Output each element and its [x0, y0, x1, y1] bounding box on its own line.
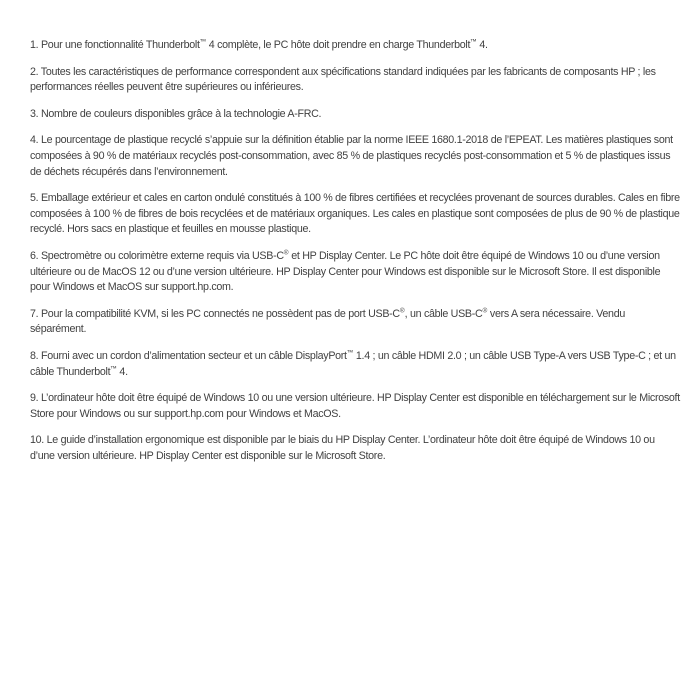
footnote-9: 9. L’ordinateur hôte doit être équipé de Windows 10 ou une version ultérieure. HP Display Center est disponible en téléchargement sur le Microsoft Store pour Windows ou sur support.hp.com pour Windows et MacOS.	[30, 392, 680, 420]
footnote-4: 4. Le pourcentage de plastique recyclé s’appuie sur la définition établie par la norme IEEE 1680.1-2018 de l’EPEAT. Les matières plastiques sont composées à 90 % de matériaux recyclés post-consommation, avec 85 % de plastiques recyclés post-consommation et 5 % de plastiques issus de déchets récupérés dans l’environnement.	[30, 134, 673, 178]
footnotes-section	[30, 38, 680, 475]
footnote-3: 3. Nombre de couleurs disponibles grâce à la technologie A-FRC.	[30, 107, 322, 120]
footnote-10: 10. Le guide d’installation ergonomique est disponible par le biais du HP Display Center. L’ordinateur hôte doit être équipé de Windows 10 ou d’une version ultérieure. HP Display Center est disponible sur le Microsoft Store.	[30, 434, 655, 462]
footnote-2: 2. Toutes les caractéristiques de performance correspondent aux spécifications standard indiquées par les fabricants de composants HP ; les performances réelles peuvent être supérieures ou inférieures.	[30, 65, 656, 94]
footnote-1: 1. Pour une fonctionnalité Thunderbolt™ 4 complète, le PC hôte doit prendre en charge Thunderbolt™ 4.	[30, 38, 488, 51]
footnote-8: 8. Fourni avec un cordon d’alimentation secteur et un câble DisplayPort™ 1.4 ; un câble HDMI 2.0 ; un câble USB Type-A vers USB Type-C ; et un câble Thunderbolt™ 4.	[30, 349, 676, 378]
footnote-5: 5. Emballage extérieur et cales en carton ondulé constitués à 100 % de fibres certifiées et recyclées provenant de sources durables. Cales en fibre composées à 100 % de fibres de bois recyclées et de matériaux organiques. Les cales en plastique sont composées de plus de 90 % de plastique recyclé. Hors sacs en plastique et feuilles en mousse plastique.	[30, 192, 680, 236]
footnote-6: 6. Spectromètre ou colorimètre externe requis via USB-C® et HP Display Center. Le PC hôte doit être équipé de Windows 10 ou d’une version ultérieure ou de MacOS 12 ou d’une version ultérieure. HP Display Center pour Windows est disponible sur le Microsoft Store. Il est disponible pour Windows et MacOS sur support.hp.com.	[30, 249, 661, 294]
footnote-7: 7. Pour la compatibilité KVM, si les PC connectés ne possèdent pas de port USB-C®, un câble USB-C® vers A sera nécessaire. Vendu séparément.	[30, 307, 625, 336]
